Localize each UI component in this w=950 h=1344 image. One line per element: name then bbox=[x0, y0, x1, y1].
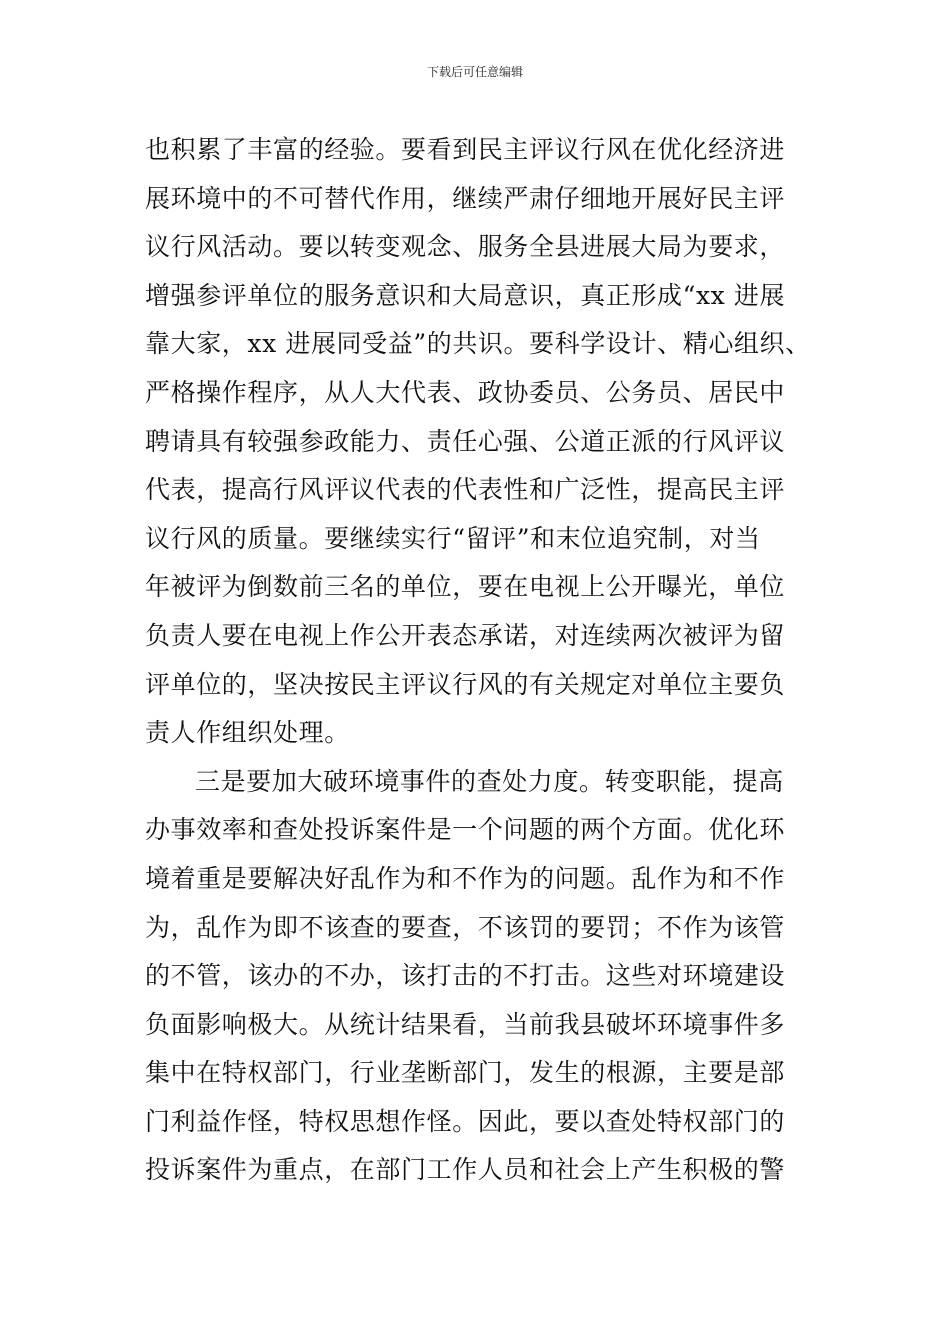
text-line: 严格操作程序，从人大代表、政协委员、公务员、居民中 bbox=[145, 377, 786, 407]
text-line: 增强参评单位的服务意识和大局意识，真正形成“xx 进展 bbox=[145, 280, 786, 310]
text-line: 负面影响极大。从统计结果看，当前我县破坏环境事件多 bbox=[145, 1009, 786, 1039]
text-line: 也积累了丰富的经验。要看到民主评议行风在优化经济进 bbox=[145, 135, 786, 164]
page-header: 下载后可任意编辑 bbox=[426, 65, 523, 79]
text-line: 的不管，该办的不办，该打击的不打击。这些对环境建设 bbox=[145, 961, 786, 991]
text-line: 责人作组织处理。 bbox=[145, 718, 350, 748]
text-line: 为，乱作为即不该查的要查，不该罚的要罚；不作为该管 bbox=[145, 912, 786, 942]
text-line: 年被评为倒数前三名的单位，要在电视上公开曝光，单位 bbox=[145, 572, 786, 602]
text-line: 代表，提高行风评议代表的代表性和广泛性，提高民主评 bbox=[145, 475, 786, 505]
text-line: 投诉案件为重点，在部门工作人员和社会上产生积极的警 bbox=[145, 1155, 786, 1185]
text-line: 议行风的质量。要继续实行“留评”和末位追究制，对当 bbox=[145, 523, 761, 553]
text-line: 聘请具有较强参政能力、责任心强、公道正派的行风评议 bbox=[145, 426, 786, 456]
text-line: 负责人要在电视上作公开表态承诺，对连续两次被评为留 bbox=[145, 620, 786, 650]
text-line: 评单位的，坚决按民主评议行风的有关规定对单位主要负 bbox=[145, 669, 786, 699]
text-line: 展环境中的不可替代作用，继续严肃仔细地开展好民主评 bbox=[145, 183, 786, 213]
paragraph-first-line: 三是要加大破环境事件的查处力度。转变职能，提高 bbox=[195, 766, 784, 796]
text-line: 靠大家，xx 进展同受益”的共识。要科学设计、精心组织、 bbox=[145, 329, 811, 359]
text-line: 集中在特权部门，行业垄断部门，发生的根源，主要是部 bbox=[145, 1058, 786, 1088]
text-line: 办事效率和查处投诉案件是一个问题的两个方面。优化环 bbox=[145, 815, 786, 845]
text-line: 议行风活动。要以转变观念、服务全县进展大局为要求， bbox=[145, 232, 786, 262]
text-line: 门利益作怪，特权思想作怪。因此，要以查处特权部门的 bbox=[145, 1106, 786, 1136]
document-body bbox=[145, 130, 815, 1199]
text-line: 境着重是要解决好乱作为和不作为的问题。乱作为和不作 bbox=[145, 863, 786, 893]
